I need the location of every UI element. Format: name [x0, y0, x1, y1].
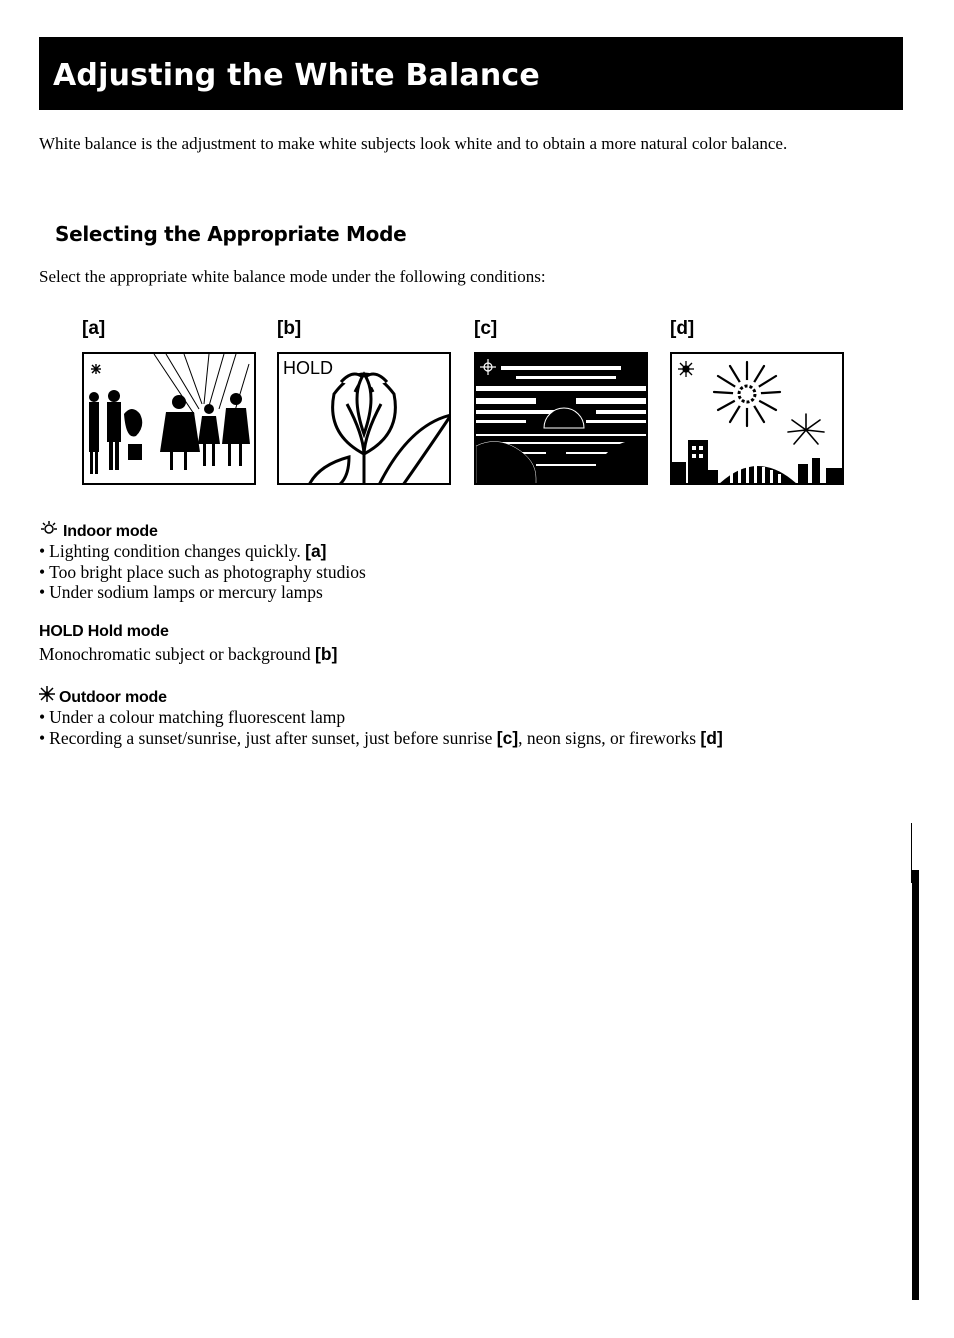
- hold-mode-title: HOLD Hold mode: [39, 623, 169, 640]
- outdoor-mode-list: [39, 707, 723, 748]
- hold-overlay-text: HOLD: [283, 358, 334, 378]
- indoor-mode-title: Indoor mode: [63, 523, 158, 540]
- hold-mode-text: Monochromatic subject or background [b]: [39, 644, 338, 664]
- indoor-mode-list: [39, 541, 366, 603]
- title-bar: [39, 37, 903, 110]
- outdoor-icon: [678, 361, 694, 377]
- illustration-tulip-hold: [277, 352, 451, 485]
- indoor-mode-heading: [39, 520, 158, 541]
- list-item: • Lighting condition changes quickly. [a]: [39, 541, 366, 562]
- panel-label-d: [d]: [670, 318, 695, 339]
- list-item: • Too bright place such as photography studios: [39, 562, 366, 583]
- indoor-icon: [39, 520, 59, 541]
- illustration-fireworks: [670, 352, 844, 485]
- indoor-icon: [91, 364, 101, 374]
- list-item: • Recording a sunset/sunrise, just after sunset, just before sunrise [c], neon signs, or fireworks [d]: [39, 728, 723, 749]
- margin-tab-bar: [912, 870, 919, 1300]
- panel-label-c: [c]: [474, 318, 498, 339]
- panel-label-b: [b]: [277, 318, 302, 339]
- outdoor-mode-title: Outdoor mode: [59, 689, 167, 706]
- list-item: • Under a colour matching fluorescent lamp: [39, 707, 723, 728]
- illustration-indoor-scene: [82, 352, 256, 485]
- panel-label-a: [a]: [82, 318, 106, 339]
- outdoor-mode-heading: [39, 686, 167, 707]
- hold-mode-heading: [39, 623, 169, 641]
- page-title: Adjusting the White Balance: [53, 58, 540, 93]
- intro-paragraph: White balance is the adjustment to make white subjects look white and to obtain a more natural color balance.: [39, 134, 788, 153]
- list-item: • Under sodium lamps or mercury lamps: [39, 582, 366, 603]
- section-heading: Selecting the Appropriate Mode: [55, 222, 407, 246]
- section-lead: Select the appropriate white balance mode under the following conditions:: [39, 267, 546, 286]
- outdoor-icon: [39, 686, 55, 707]
- illustration-sunset: [474, 352, 648, 485]
